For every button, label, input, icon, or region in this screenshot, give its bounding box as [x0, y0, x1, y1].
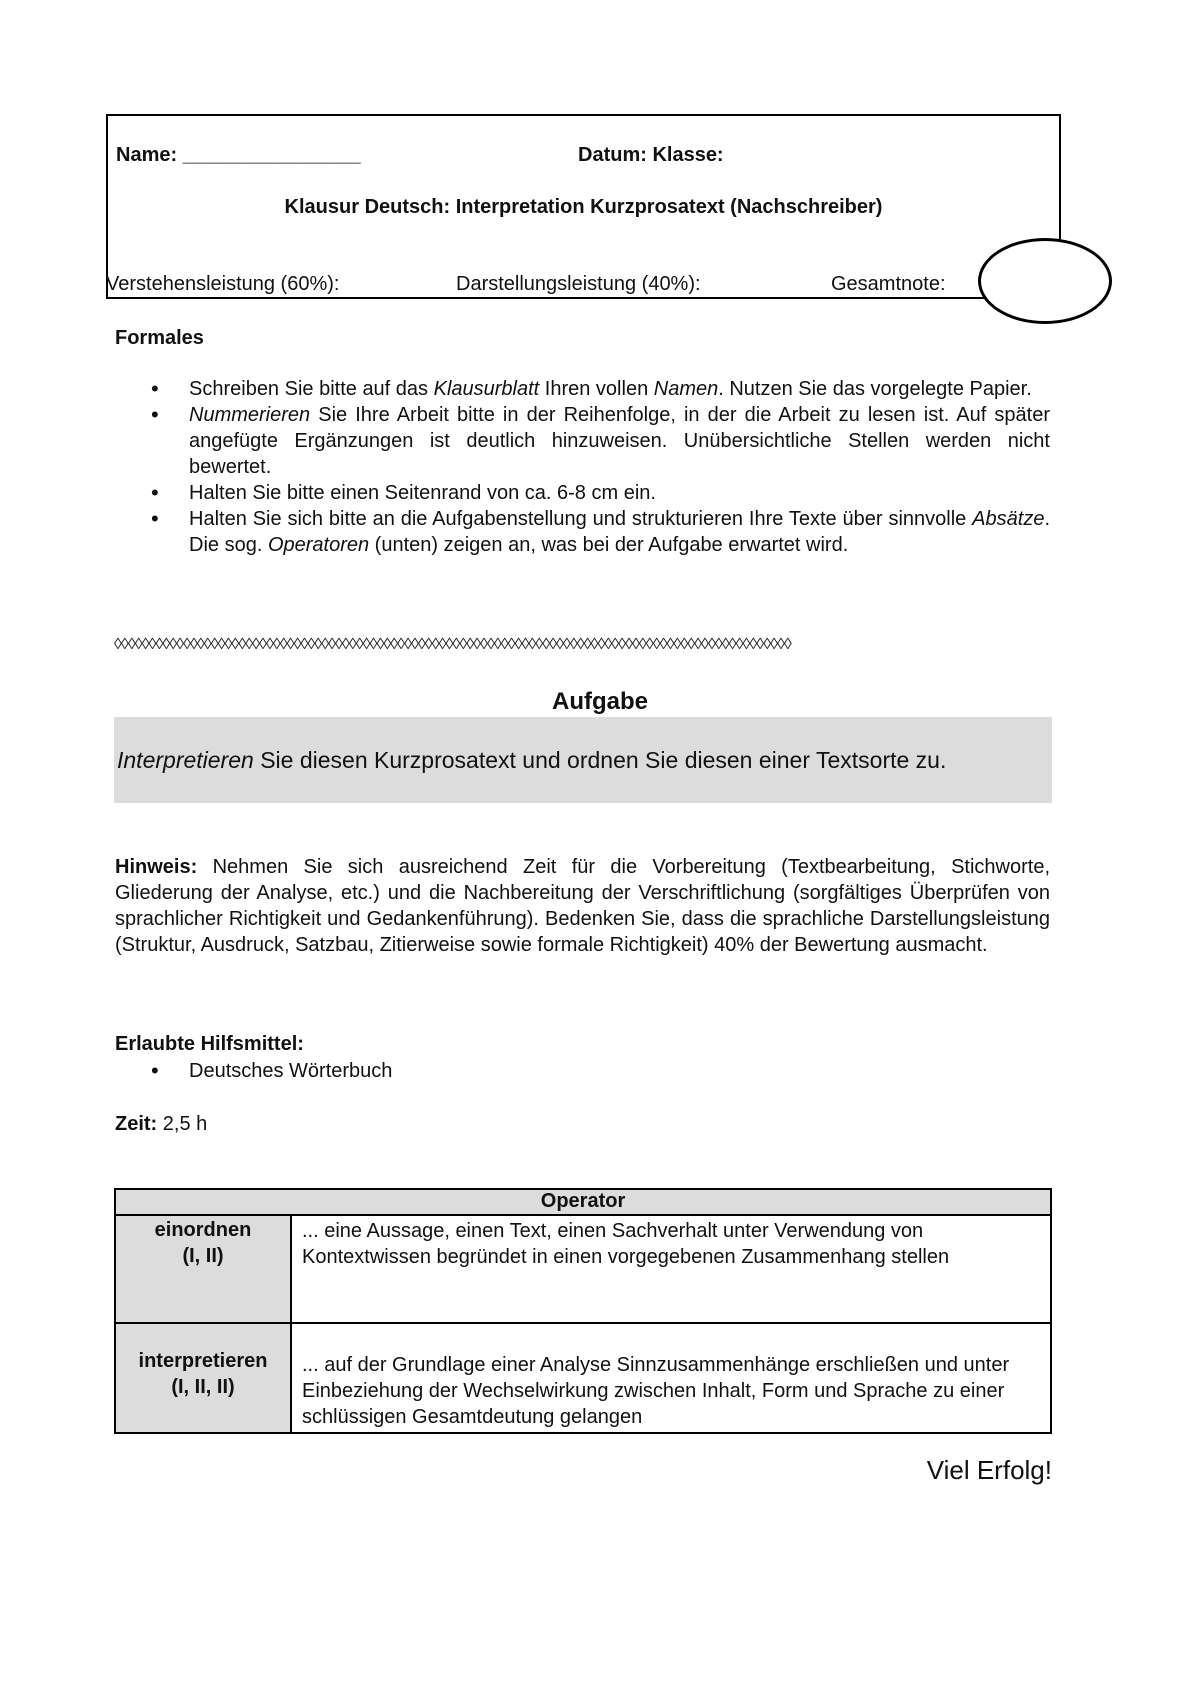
operator-table	[114, 1188, 1052, 1434]
hint-text: Nehmen Sie sich ausreichend Zeit für die Vorbereitung (Textbearbeitung, Stichworte, Gliederung der Analyse, etc.) und die Nachbereitung der Verschriftlichung (sorgfältiges Überprüfen von sprachlicher Richtigkeit und Gedankenführung). Bedenken Sie, dass die sprachliche Darstellungsleistung (Struktur, Ausdruck, Satzbau, Zitierweise sowie formale Richtigkeit) 40% der Bewertung ausmacht.	[115, 856, 1050, 956]
task-text: Sie diesen Kurzprosatext und ordnen Sie diesen einer Textsorte zu.	[253, 747, 947, 773]
operator-description-cell: ... eine Aussage, einen Text, einen Sachverhalt unter Verwendung von Kontextwissen begründet in einen vorgegebenen Zusammenhang stellen	[291, 1215, 1051, 1323]
name-field-label: Name: ________________	[116, 144, 361, 166]
understanding-score-label: Verstehensleistung (60%):	[106, 273, 340, 295]
presentation-score-label: Darstellungsleistung (40%):	[456, 273, 701, 295]
list-item: • Nummerieren Sie Ihre Arbeit bitte in der Reihenfolge, in der die Arbeit zu lesen ist. Auf später angefügte Ergänzungen ist deutlich hinzuweisen. Unübersichtliche Stellen werden nicht bewertet.	[115, 402, 1050, 480]
task-heading: Aufgabe	[552, 688, 648, 715]
header-box	[106, 114, 1061, 299]
time-label: Zeit:	[115, 1113, 158, 1135]
list-item: • Halten Sie bitte einen Seitenrand von ca. 6-8 cm ein.	[115, 480, 1050, 506]
table-row	[115, 1323, 1051, 1433]
time-line	[115, 1113, 207, 1136]
date-class-label: Datum: Klasse:	[578, 144, 724, 166]
operator-name-cell: interpretieren (I, II, II)	[115, 1323, 291, 1433]
task-operator: Interpretieren	[117, 747, 254, 773]
hint-paragraph	[115, 854, 1050, 958]
formal-heading: Formales	[115, 327, 204, 349]
task-box	[114, 717, 1052, 803]
closing-text: Viel Erfolg!	[926, 1455, 1052, 1485]
list-item: • Deutsches Wörterbuch	[115, 1058, 1050, 1084]
list-item: • Halten Sie sich bitte an die Aufgabenstellung und strukturieren Ihre Texte über sinnvolle Absätze. Die sog. Operatoren (unten) zeigen an, was bei der Aufgabe erwartet wird.	[115, 506, 1050, 558]
aids-list	[115, 1058, 1050, 1084]
total-grade-label: Gesamtnote:	[831, 273, 946, 295]
hint-label: Hinweis:	[115, 856, 198, 878]
operator-name-cell: einordnen (I, II)	[115, 1215, 291, 1323]
time-value: 2,5 h	[157, 1113, 208, 1135]
grade-oval	[978, 238, 1112, 324]
list-item: • Schreiben Sie bitte auf das Klausurblatt Ihren vollen Namen. Nutzen Sie das vorgelegte Papier.	[115, 376, 1050, 402]
formal-list	[115, 376, 1050, 558]
diamond-separator: ◊◊◊◊◊◊◊◊◊◊◊◊◊◊◊◊◊◊◊◊◊◊◊◊◊◊◊◊◊◊◊◊◊◊◊◊◊◊◊◊◊◊◊◊◊◊◊◊◊◊◊◊◊◊◊◊◊◊◊◊◊◊◊◊◊◊◊◊◊◊◊◊◊◊◊◊◊◊◊◊◊◊◊◊◊◊◊◊◊◊◊◊◊◊◊◊◊◊	[114, 636, 791, 653]
aids-heading: Erlaubte Hilfsmittel:	[115, 1033, 304, 1055]
table-row	[115, 1215, 1051, 1323]
operator-table-header: Operator	[115, 1189, 1051, 1215]
operator-description-cell: ... auf der Grundlage einer Analyse Sinnzusammenhänge erschließen und unter Einbeziehung der Wechselwirkung zwischen Inhalt, Form und Sprache zu einer schlüssigen Gesamtdeutung gelangen	[291, 1323, 1051, 1433]
exam-title: Klausur Deutsch: Interpretation Kurzprosatext (Nachschreiber)	[284, 196, 883, 218]
